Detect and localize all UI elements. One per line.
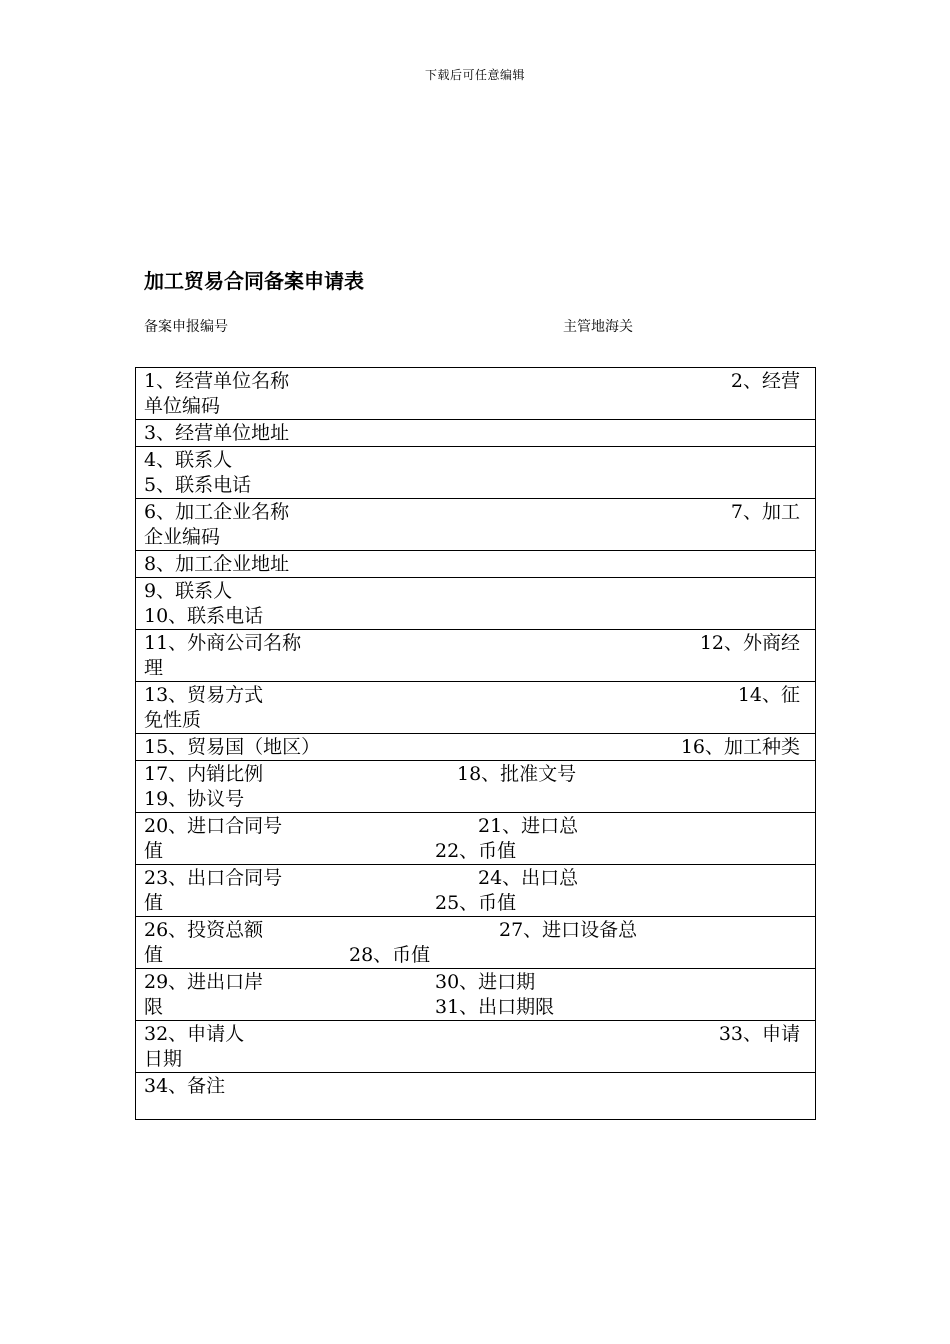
field-label: 18、批准文号: [457, 763, 577, 785]
field-label: 26、投资总额: [144, 919, 264, 941]
field-label: 21、进口总: [478, 815, 579, 837]
field-label: 值: [144, 892, 164, 914]
form-row-remarks: [136, 1072, 815, 1119]
form-row-foreign-company: [136, 629, 815, 681]
form-row-processing-enterprise-address: [136, 550, 815, 577]
field-label: 19、协议号: [144, 788, 245, 810]
form-row-contact: [136, 446, 815, 498]
field-label: 33、申请: [718, 1023, 800, 1045]
field-label: 值: [144, 944, 164, 966]
field-label: 5、联系电话: [144, 474, 252, 496]
field-label: 11、外商公司名称: [144, 632, 302, 654]
field-label: 31、出口期限: [435, 996, 555, 1018]
field-label: 企业编码: [144, 526, 221, 548]
form-row-business-unit-name: [136, 368, 815, 419]
field-label: 20、进口合同号: [144, 815, 283, 837]
field-label: 27、进口设备总: [499, 919, 638, 941]
field-label: 12、外商经: [699, 632, 800, 654]
application-form-table: [135, 367, 816, 1120]
field-label: 22、币值: [435, 840, 517, 862]
form-row-investment: [136, 916, 815, 968]
field-label: 17、内销比例: [144, 763, 264, 785]
field-label: 28、币值: [349, 944, 431, 966]
form-row-trade-country: [136, 733, 815, 760]
field-label: 14、征: [737, 684, 800, 706]
field-label: 9、联系人: [144, 580, 233, 602]
field-label: 29、进出口岸: [144, 971, 264, 993]
field-label: 2、经营: [730, 370, 800, 392]
field-label: 7、加工: [730, 501, 800, 523]
field-label: 10、联系电话: [144, 605, 264, 627]
field-label: 16、加工种类: [680, 736, 800, 758]
form-row-applicant: [136, 1020, 815, 1072]
field-label: 日期: [144, 1048, 183, 1070]
field-label: 34、备注: [144, 1075, 226, 1097]
filing-number-label: 备案申报编号: [144, 319, 228, 335]
form-row-ports: [136, 968, 815, 1020]
header-note: 下载后可任意编辑: [424, 68, 525, 82]
field-label: 4、联系人: [144, 449, 233, 471]
field-label: 13、贸易方式: [144, 684, 264, 706]
field-label: 理: [144, 657, 164, 679]
field-label: 32、申请人: [144, 1023, 245, 1045]
form-row-domestic-sales: [136, 760, 815, 812]
form-row-enterprise-contact: [136, 577, 815, 629]
field-label: 1、经营单位名称: [144, 370, 290, 392]
field-label: 限: [144, 996, 164, 1018]
field-label: 15、贸易国（地区）: [144, 736, 321, 758]
field-label: 25、币值: [435, 892, 517, 914]
field-label: 单位编码: [144, 395, 221, 417]
form-row-business-unit-address: [136, 419, 815, 446]
form-row-import-contract: [136, 812, 815, 864]
field-label: 23、出口合同号: [144, 867, 283, 889]
field-label: 值: [144, 840, 164, 862]
field-label: 3、经营单位地址: [144, 422, 290, 444]
field-label: 6、加工企业名称: [144, 501, 290, 523]
field-label: 24、出口总: [478, 867, 579, 889]
field-label: 免性质: [144, 709, 202, 731]
page-title: 加工贸易合同备案申请表: [144, 269, 364, 293]
customs-label: 主管地海关: [563, 319, 633, 335]
field-label: 30、进口期: [435, 971, 536, 993]
form-row-processing-enterprise-name: [136, 498, 815, 550]
form-row-export-contract: [136, 864, 815, 916]
field-label: 8、加工企业地址: [144, 553, 290, 575]
form-row-trade-mode: [136, 681, 815, 733]
